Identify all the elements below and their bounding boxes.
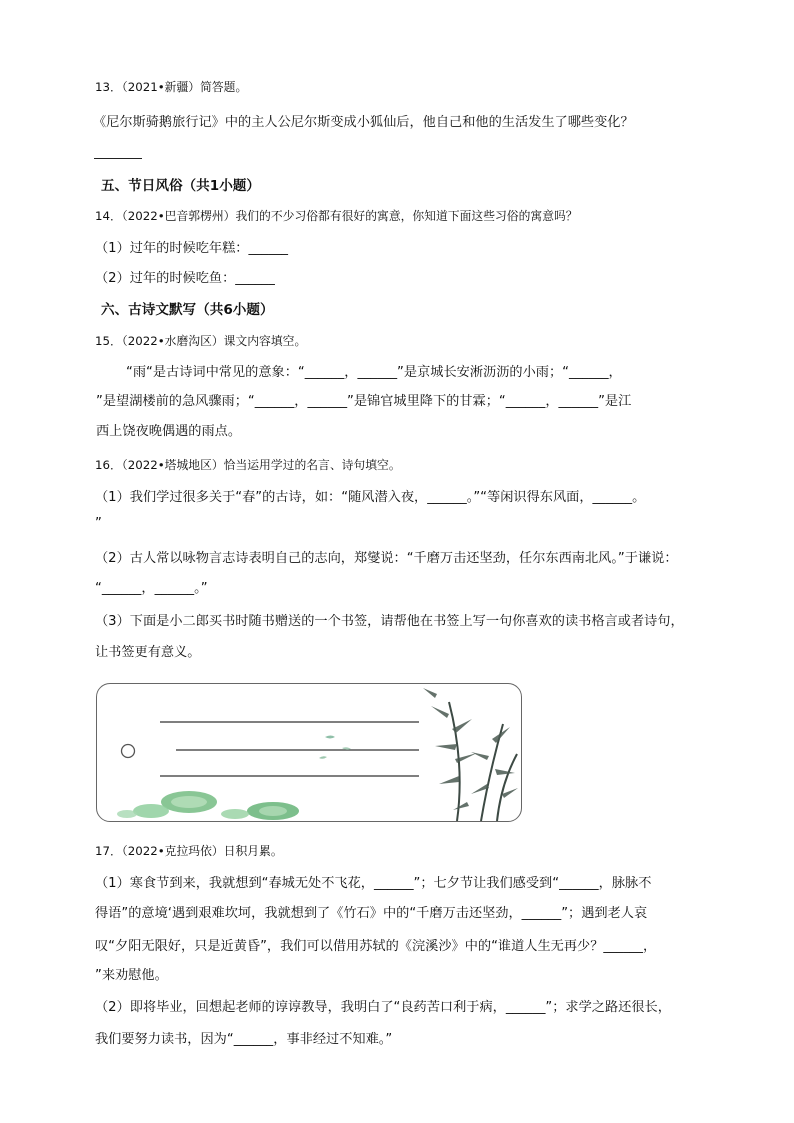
section5-heading: 五、节日风俗（共1小题） xyxy=(101,178,260,194)
q14-title: 14．（2022•巴音郭楞州）我们的不少习俗都有很好的寓意，你知道下面这些习俗的寓意吗？ xyxy=(95,209,578,223)
q15-title: 15．（2022•水磨沟区）课文内容填空。 xyxy=(95,334,307,348)
q15-line-3: 西上饶夜晚偶遇的雨点。 xyxy=(96,424,242,439)
q16-line-4: “______，______。” xyxy=(95,581,208,596)
q15-line-2: ”是望湖楼前的急风骤雨；“______，______”是锦官城里降下的甘霖；“______，______”是江 xyxy=(96,394,632,409)
q16-line-5: （3）下面是小二郎买书时随书赠送的一个书签，请帮他在书签上写一句你喜欢的读书格言或者诗句， xyxy=(95,614,684,629)
q17-line-1: （1）寒食节到来，我就想到“春城无处不飞花，______”；七夕节让我们感受到“______，脉脉不 xyxy=(95,876,652,891)
falling-leaf-icon xyxy=(325,736,335,739)
q14-item-2: （2）过年的时候吃鱼：______ xyxy=(95,271,275,286)
bookmark-image xyxy=(96,683,522,822)
q16-line-6: 让书签更有意义。 xyxy=(95,645,201,660)
q17-line-6: 我们要努力读书，因为“______，事非经过不知难。” xyxy=(95,1032,393,1047)
q16-line-3: （2）古人常以咏物言志诗表明自己的志向，郑燮说：“千磨万击还坚劲，任尔东西南北风。”于谦说： xyxy=(95,551,678,566)
q13-title: 13．（2021•新疆）简答题。 xyxy=(95,80,248,94)
section6-heading: 六、古诗文默写（共6小题） xyxy=(101,302,274,318)
bookmark-hole-icon xyxy=(122,745,135,758)
falling-leaf-icon xyxy=(319,756,327,759)
q16-title: 16．（2022•塔城地区）恰当运用学过的名言、诗句填空。 xyxy=(95,458,401,472)
q17-title: 17．（2022•克拉玛依）日积月累。 xyxy=(95,844,283,858)
q17-line-4: ”来劝慰他。 xyxy=(95,968,168,983)
lotus-leaf-icon xyxy=(221,809,249,819)
q13-question: 《尼尔斯骑鹅旅行记》中的主人公尼尔斯变成小狐仙后，他自己和他的生活发生了哪些变化？ xyxy=(93,115,634,130)
q13-answer-blank xyxy=(94,158,142,159)
q15-line-1: “雨“是古诗词中常见的意象：“______，______”是京城长安淅沥沥的小雨；“______， xyxy=(126,365,622,380)
q16-line-2: ” xyxy=(95,516,102,531)
q17-line-2: 得语”的意境‘遇到艰难坎坷，我就想到了《竹石》中的“千磨万击还坚劲，______”；遇到老人哀 xyxy=(95,906,648,921)
lotus-leaf-icon xyxy=(133,804,169,818)
q17-line-3: 叹“夕阳无限好，只是近黄昏”，我们可以借用苏轼的《浣溪沙》中的“谁道人生无再少？______， xyxy=(95,939,657,954)
q14-item-1: （1）过年的时候吃年糕：______ xyxy=(95,241,289,256)
bookmark-illustration xyxy=(97,684,521,821)
q16-line-1: （1）我们学过很多关于“春”的古诗，如：“随风潜入夜，______。”“等闲识得东风面，______。 xyxy=(95,490,646,505)
q17-line-5: （2）即将毕业，回想起老师的谆谆教导，我明白了“良药苦口利于病，______”；求学之路还很长， xyxy=(95,1000,671,1015)
bamboo-leaves-icon xyxy=(423,688,518,810)
lotus-leaf-icon xyxy=(117,810,137,818)
